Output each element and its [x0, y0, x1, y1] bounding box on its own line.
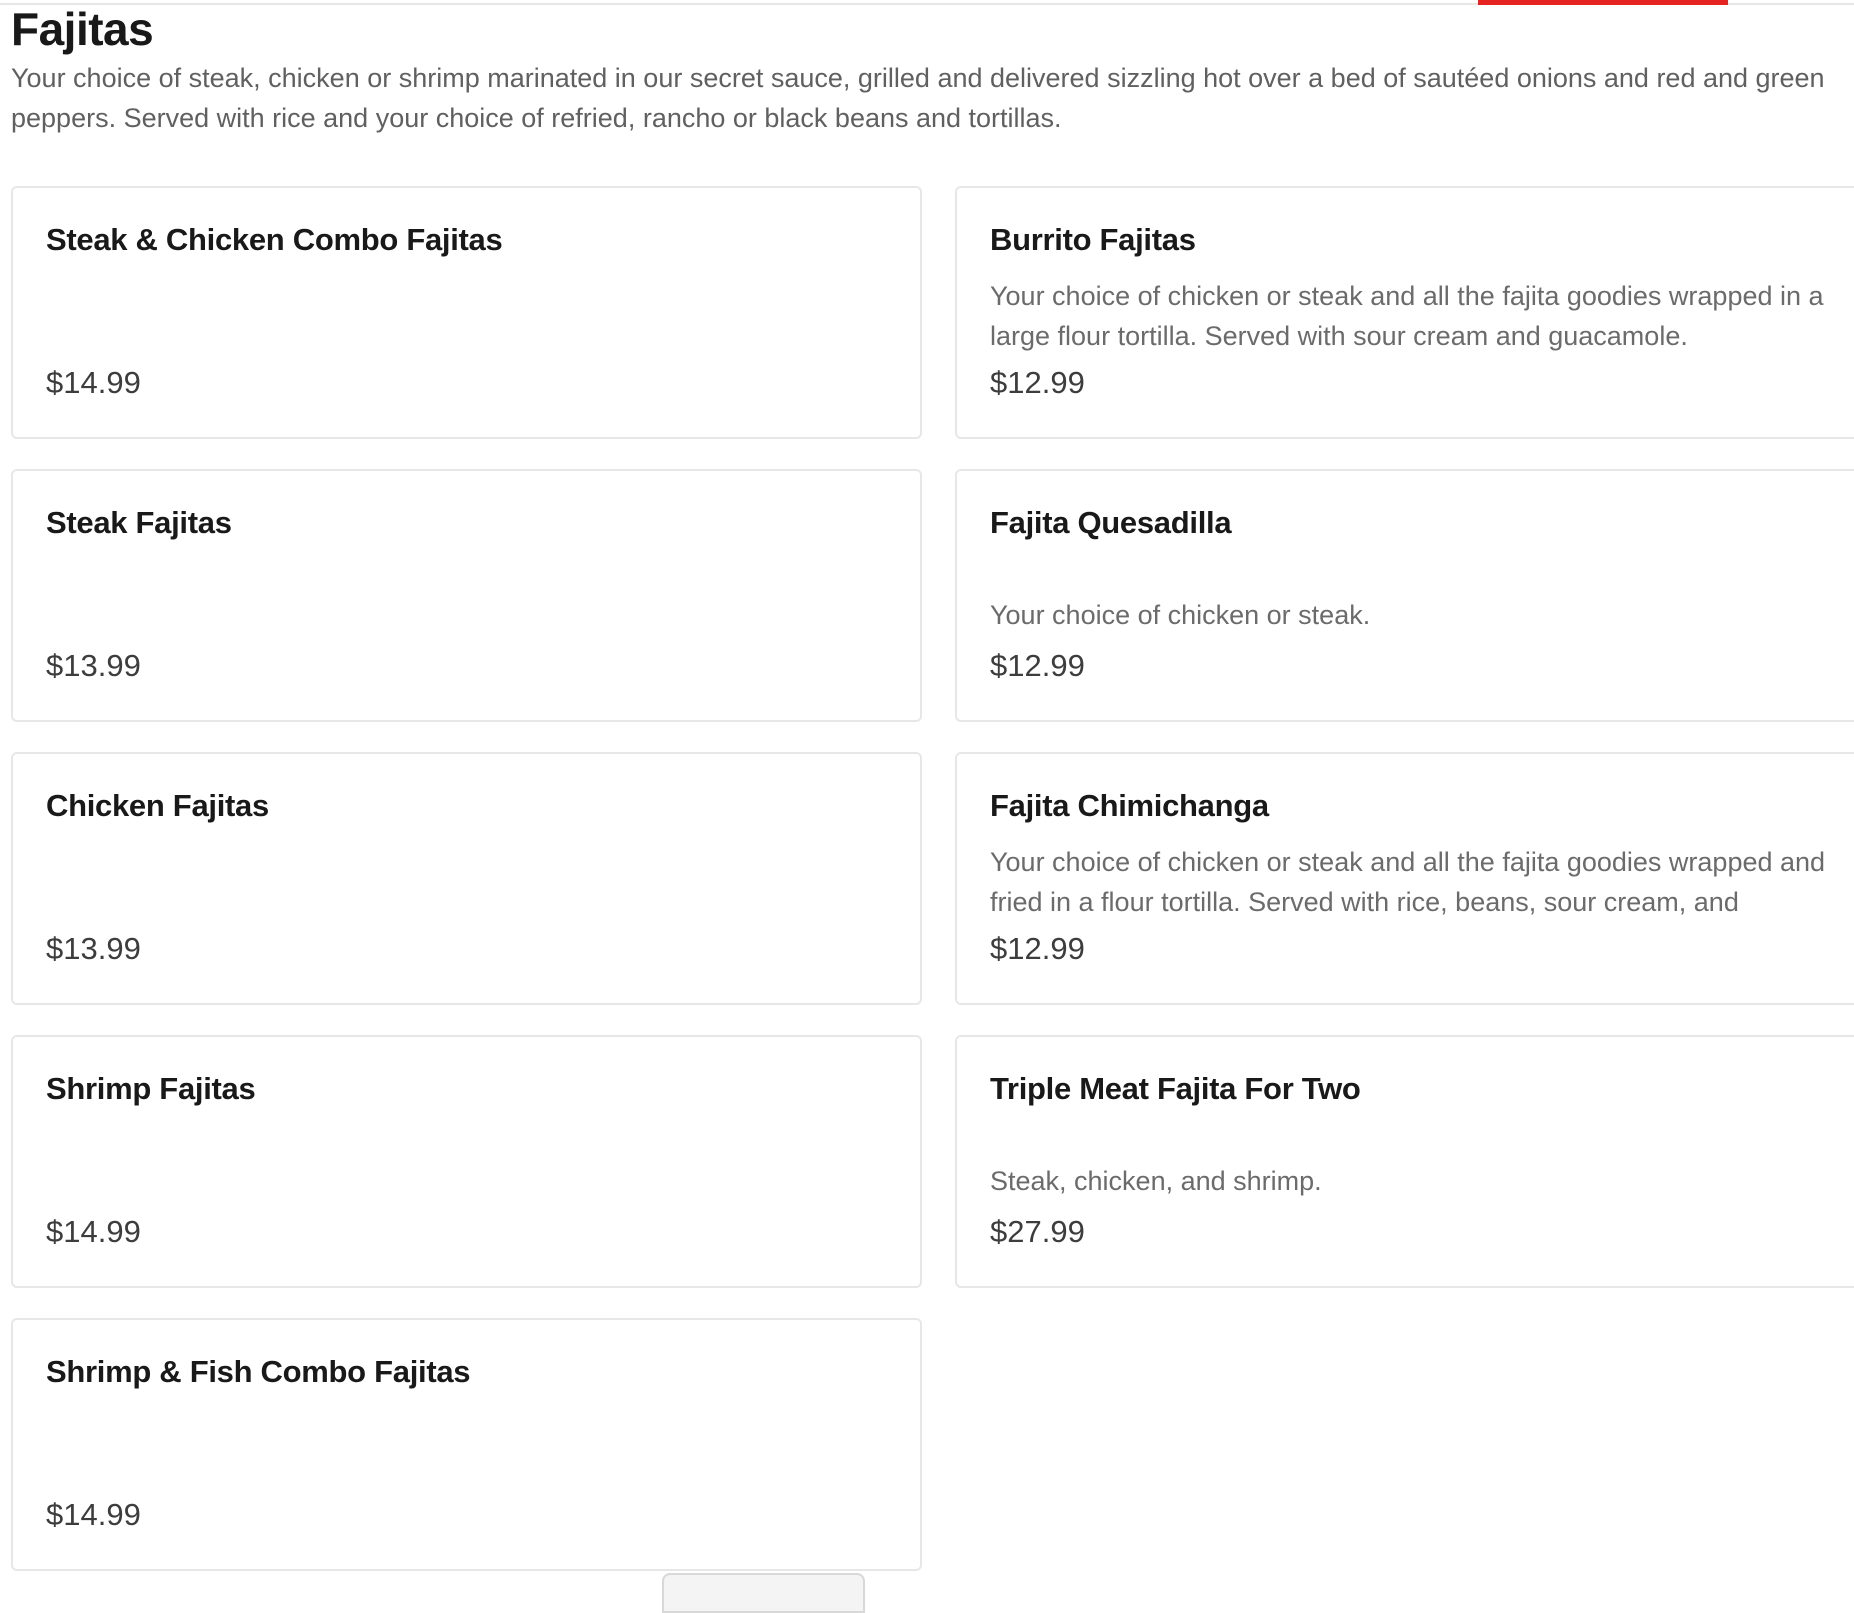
menu-item-card[interactable] — [11, 752, 922, 1005]
item-name: Shrimp & Fish Combo Fajitas — [46, 1354, 471, 1389]
menu-items-grid — [11, 186, 1854, 1571]
item-price: $12.99 — [990, 931, 1085, 966]
item-price: $13.99 — [46, 648, 141, 683]
item-price: $14.99 — [46, 365, 141, 400]
menu-item-card[interactable] — [11, 1318, 922, 1571]
item-name: Steak Fajitas — [46, 505, 232, 540]
item-price: $27.99 — [990, 1214, 1085, 1249]
section-description: Your choice of steak, chicken or shrimp marinated in our secret sauce, grilled and delivered sizzling hot over a bed of sautéed onions and red and green peppers. Served with rice and your choice of refried, rancho or black beans and tortillas. — [11, 63, 1825, 133]
item-name: Fajita Chimichanga — [990, 788, 1269, 823]
item-name: Fajita Quesadilla — [990, 505, 1232, 540]
menu-item-card[interactable] — [11, 469, 922, 722]
item-price: $12.99 — [990, 365, 1085, 400]
menu-item-card[interactable] — [955, 752, 1854, 1005]
active-category-indicator — [1478, 0, 1728, 5]
menu-item-card[interactable] — [11, 186, 922, 439]
item-name: Burrito Fajitas — [990, 222, 1196, 257]
item-description: Your choice of chicken or steak. — [990, 600, 1371, 630]
item-description: Your choice of chicken or steak and all the fajita goodies wrapped in a large flour tortilla. Served with sour cream and guacamole. — [990, 281, 1824, 351]
item-name: Chicken Fajitas — [46, 788, 269, 823]
item-description: Your choice of chicken or steak and all the fajita goodies wrapped and fried in a flour tortilla. Served with rice, beans, sour cream, and — [990, 847, 1826, 917]
item-name: Shrimp Fajitas — [46, 1071, 256, 1106]
floating-cart-button[interactable] — [662, 1573, 865, 1613]
menu-item-card[interactable] — [955, 186, 1854, 439]
item-name: Steak & Chicken Combo Fajitas — [46, 222, 503, 257]
item-description: Steak, chicken, and shrimp. — [990, 1166, 1322, 1196]
item-price: $12.99 — [990, 648, 1085, 683]
item-name: Triple Meat Fajita For Two — [990, 1071, 1361, 1106]
menu-item-card[interactable] — [955, 469, 1854, 722]
menu-item-card[interactable] — [11, 1035, 922, 1288]
menu-item-card[interactable] — [955, 1035, 1854, 1288]
item-price: $14.99 — [46, 1497, 141, 1532]
item-price: $14.99 — [46, 1214, 141, 1249]
section-title: Fajitas — [11, 3, 154, 55]
item-price: $13.99 — [46, 931, 141, 966]
